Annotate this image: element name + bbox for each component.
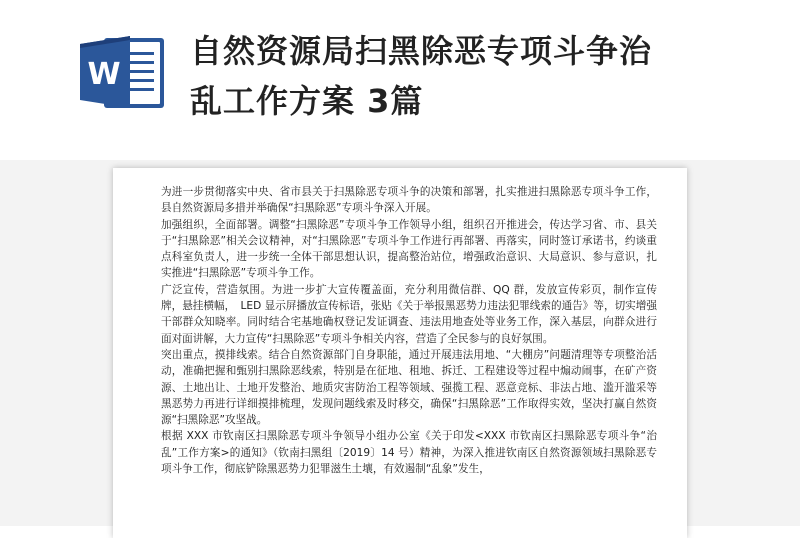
word-icon-letter: W <box>87 57 121 92</box>
word-document-icon <box>78 32 166 112</box>
title-line-1: 自然资源局扫黑除恶专项斗争治 <box>190 32 653 70</box>
paragraph-clues: 突出重点，摸排线索。结合自然资源部门自身职能，通过开展违法用地、“大棚房”问题清理等专项整治活动，准确把握和甄别扫黑除恶线索，特别是在征地、租地、拆迁、工程建设等过程中煽动闹事，在矿产资源、土地出让、土地开发整治、地质灾害防治工程等领域、强揽工程、恶意竞标、非法占地、滥开滥采等黑恶势力再进行详细摸排梳理，发现问题线索及时移交，确保“扫黑除恶”工作取得实效，坚决打赢自然资源“扫黑除恶”攻坚战。 <box>161 348 657 427</box>
document-body <box>161 184 657 477</box>
paragraph-publicity: 广泛宣传，营造氛围。为进一步扩大宣传覆盖面，充分利用微信群、QQ 群，发放宣传彩页，制作宣传牌，悬挂横幅， LED 显示屏播放宣传标语，张贴《关于举报黑恶势力违法犯罪线索的通告》等，切实增强干部群众知晓率。同时结合宅基地确权登记发证调查、违法用地查处等业务工作，深入基层，向群众进行面对面讲解，大力宣传“扫黑除恶”专项斗争相关内容，营造了全民参与的良好氛围。 <box>161 283 657 345</box>
paragraph-intro: 为进一步贯彻落实中央、省市县关于扫黑除恶专项斗争的决策和部署，扎实推进扫黑除恶专项斗争工作，县自然资源局多措并举确保“扫黑除恶”专项斗争深入开展。 <box>161 186 657 215</box>
paragraph-basis: 根据 XXX 市钦南区扫黑除恶专项斗争领导小组办公室《关于印发<XXX 市钦南区扫黑除恶专项斗争“治乱”工作方案>的通知》（钦南扫黑组〔2019〕14 号）精神，为深入推进钦南区自然资源领域扫黑除恶专项斗争工作，彻底铲除黑恶势力犯罪滋生土壤，有效遏制“乱象”发生， <box>161 430 657 476</box>
document-title <box>190 26 770 126</box>
paragraph-organization: 加强组织，全面部署。调整“扫黑除恶”专项斗争工作领导小组，组织召开推进会，传达学习省、市、县关于“扫黑除恶”相关会议精神，对“扫黑除恶”专项斗争工作进行再部署、再落实，同时签订承诺书，约谈重点科室负责人，进一步统一全体干部思想认识，提高整治站位，增强政治意识、大局意识、参与意识，扎实推进“扫黑除恶”专项斗争工作。 <box>161 218 657 280</box>
header <box>0 0 800 160</box>
title-line-2: 乱工作方案 3篇 <box>190 82 424 120</box>
document-page <box>113 168 687 538</box>
